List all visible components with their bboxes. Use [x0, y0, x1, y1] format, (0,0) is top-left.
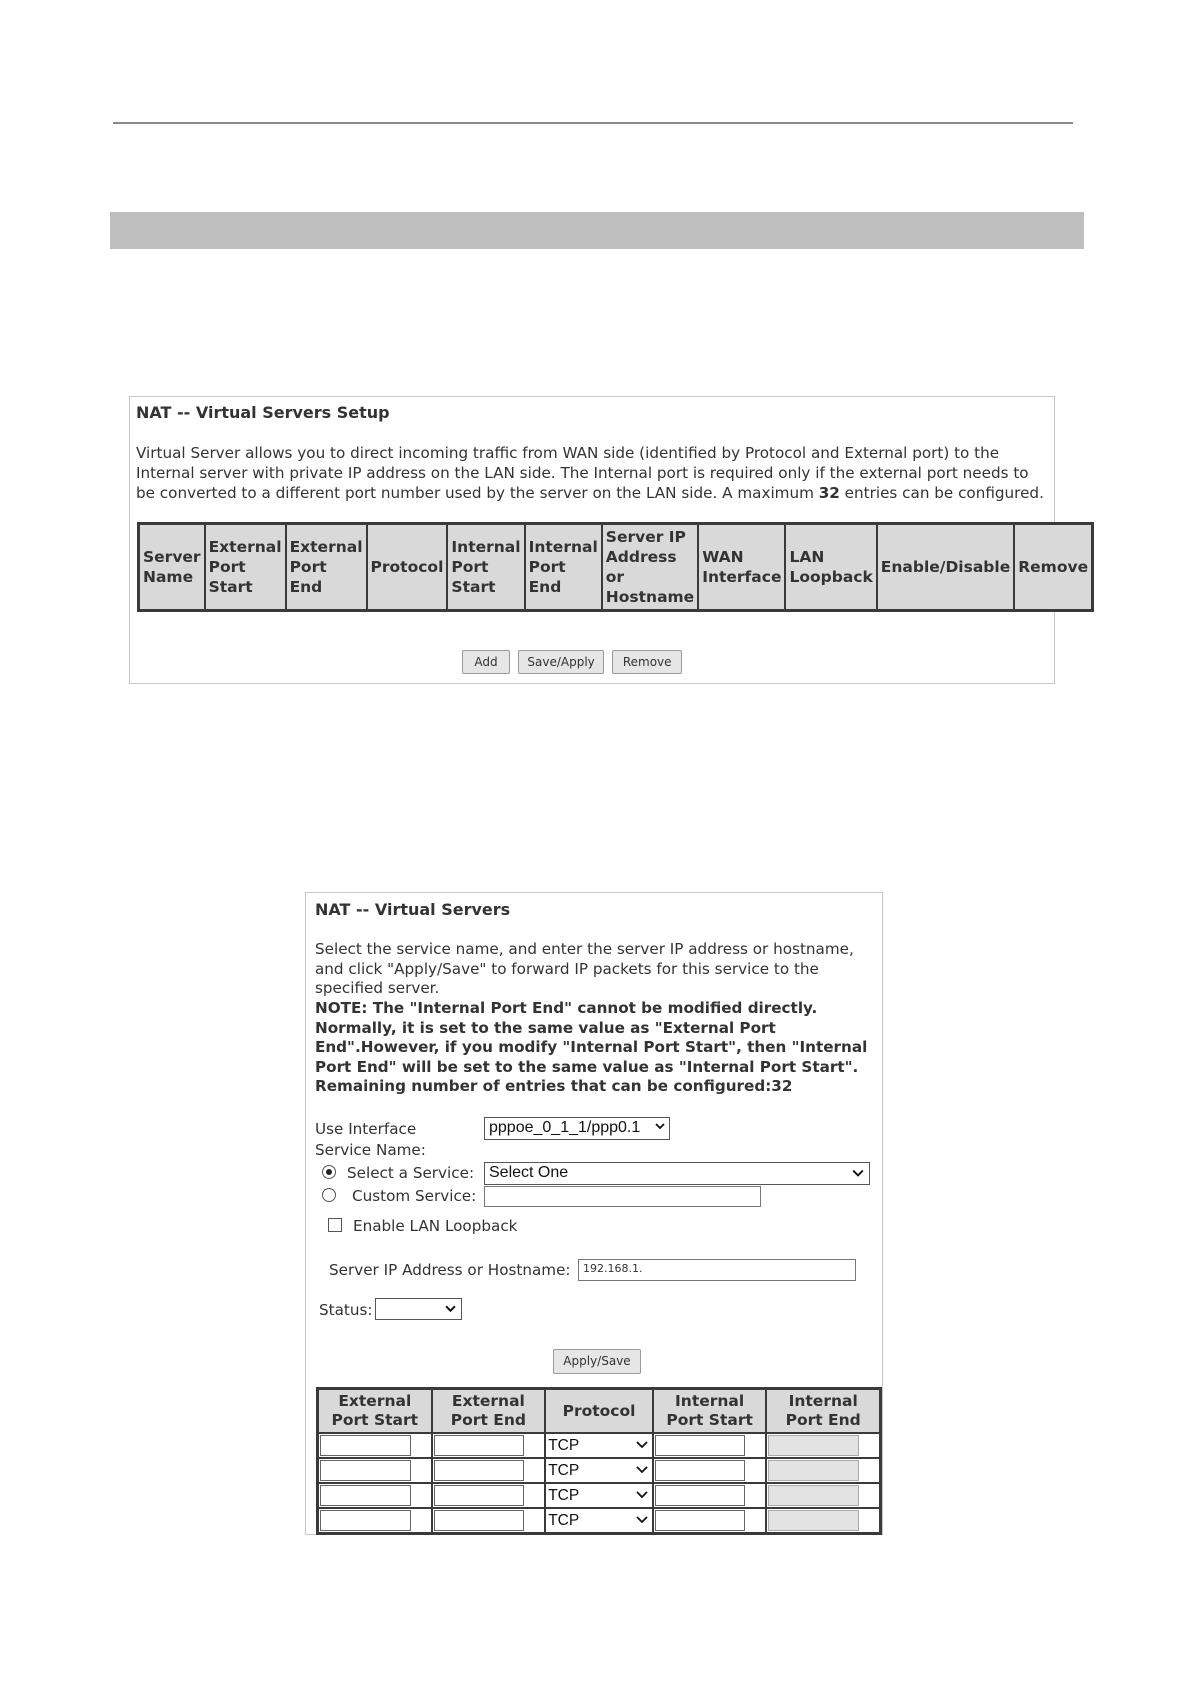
protocol-select[interactable] [548, 1460, 650, 1481]
table-row [318, 1508, 881, 1534]
chevron-down-icon [655, 1121, 665, 1131]
external-port-start-input[interactable] [320, 1510, 411, 1531]
internal-port-end-cell [766, 1508, 880, 1534]
external-port-end-input[interactable] [434, 1435, 525, 1456]
note-text: NOTE: The "Internal Port End" cannot be modified directly. Normally, it is set to the same value as "External Port End".However, if you modify "Internal Port Start", then "Internal Port End" will be set to the same value as "Internal Port Start". [315, 999, 868, 1076]
enable-lan-loopback-checkbox[interactable] [328, 1218, 342, 1232]
protocol-cell [545, 1508, 653, 1534]
virtual-servers-table [137, 522, 1094, 612]
chevron-down-icon [444, 1303, 457, 1314]
remove-button[interactable]: Remove [612, 650, 682, 674]
column-header: WAN Interface [698, 524, 785, 611]
external-port-end-cell [432, 1483, 546, 1508]
external-port-start-cell [318, 1433, 432, 1458]
protocol-cell [545, 1483, 653, 1508]
protocol-select[interactable] [548, 1435, 650, 1456]
server-ip-input[interactable] [578, 1259, 856, 1281]
virtual-servers-form-screenshot [305, 892, 883, 1535]
internal-port-end-input [768, 1485, 859, 1506]
status-label: Status: [319, 1301, 373, 1319]
save-apply-button[interactable]: Save/Apply [518, 650, 604, 674]
server-ip-label: Server IP Address or Hostname: [329, 1261, 571, 1279]
external-port-start-cell [318, 1458, 432, 1483]
protocol-select[interactable] [548, 1510, 650, 1531]
column-header: Server IP Address or Hostname [602, 524, 698, 611]
column-header: Internal Port End [766, 1389, 880, 1434]
table-row [318, 1433, 881, 1458]
page-title: NAT -- Virtual Servers Setup [136, 403, 390, 422]
external-port-end-input[interactable] [434, 1485, 525, 1506]
chevron-down-icon [636, 1440, 648, 1450]
external-port-end-input[interactable] [434, 1510, 525, 1531]
section-heading-bar [110, 212, 1084, 249]
external-port-end-input[interactable] [434, 1460, 525, 1481]
column-header: Internal Port End [525, 524, 602, 611]
external-port-start-input[interactable] [320, 1435, 411, 1456]
use-interface-select[interactable] [484, 1117, 670, 1140]
protocol-cell [545, 1458, 653, 1483]
internal-port-start-input[interactable] [655, 1435, 746, 1456]
internal-port-start-input[interactable] [655, 1460, 746, 1481]
protocol-value: TCP [548, 1437, 580, 1454]
form-description: Select the service name, and enter the server IP address or hostname, and click "Apply/Save" to forward IP packets for this service to the specified server. [315, 940, 854, 998]
form-title: NAT -- Virtual Servers [315, 900, 511, 919]
chevron-down-icon [636, 1465, 648, 1475]
service-name-label: Service Name: [315, 1141, 426, 1159]
column-header: External Port Start [205, 524, 286, 611]
column-header: Enable/Disable [877, 524, 1014, 611]
external-port-start-cell [318, 1483, 432, 1508]
external-port-end-cell [432, 1433, 546, 1458]
custom-service-label: Custom Service: [352, 1187, 477, 1205]
protocol-cell [545, 1433, 653, 1458]
external-port-end-cell [432, 1458, 546, 1483]
column-header: External Port End [286, 524, 367, 611]
status-select[interactable] [375, 1298, 462, 1320]
virtual-servers-setup-screenshot [129, 396, 1089, 684]
internal-port-start-cell [653, 1433, 767, 1458]
use-interface-label: Use Interface [315, 1120, 417, 1138]
column-header: LAN Loopback [785, 524, 876, 611]
remaining-entries: Remaining number of entries that can be configured:32 [315, 1077, 793, 1096]
description-text: Virtual Server allows you to direct incoming traffic from WAN side (identified by Protocol and External port) to the Internal server with private IP address on the LAN side. The Internal port is required only if the external port needs to be converted to a different port number used by the server on the LAN side. A maximum [136, 444, 1029, 502]
chevron-down-icon [636, 1490, 648, 1500]
column-header: Remove [1014, 524, 1092, 611]
protocol-value: TCP [548, 1462, 580, 1479]
internal-port-start-input[interactable] [655, 1485, 746, 1506]
button-row [462, 650, 682, 674]
table-header-row [139, 524, 1093, 611]
select-service-radio[interactable] [322, 1165, 336, 1179]
external-port-start-cell [318, 1508, 432, 1534]
column-header: Protocol [545, 1389, 653, 1434]
port-mapping-table [316, 1387, 882, 1535]
column-header: External Port End [432, 1389, 546, 1434]
internal-port-start-cell [653, 1458, 767, 1483]
table-row [318, 1483, 881, 1508]
select-service-dropdown[interactable] [484, 1162, 870, 1185]
custom-service-radio[interactable] [322, 1188, 336, 1202]
header-rule [113, 122, 1073, 124]
column-header: Protocol [367, 524, 448, 611]
external-port-end-cell [432, 1508, 546, 1534]
port-table-header [318, 1389, 881, 1434]
enable-lan-loopback-label: Enable LAN Loopback [353, 1217, 518, 1235]
column-header: External Port Start [318, 1389, 432, 1434]
internal-port-start-cell [653, 1508, 767, 1534]
custom-service-input[interactable] [484, 1186, 761, 1207]
apply-save-button[interactable]: Apply/Save [553, 1349, 641, 1374]
protocol-select[interactable] [548, 1485, 650, 1506]
form-note [315, 999, 870, 1097]
server-ip-value: 192.168.1. [583, 1262, 643, 1275]
column-header: Internal Port Start [653, 1389, 767, 1434]
internal-port-end-input [768, 1435, 859, 1456]
column-header: Internal Port Start [447, 524, 524, 611]
column-header: Server Name [139, 524, 205, 611]
description-text-end: entries can be configured. [839, 484, 1044, 502]
add-button[interactable]: Add [462, 650, 510, 674]
select-service-label: Select a Service: [347, 1164, 475, 1182]
table-row [318, 1458, 881, 1483]
external-port-start-input[interactable] [320, 1460, 411, 1481]
internal-port-end-cell [766, 1458, 880, 1483]
chevron-down-icon [851, 1167, 865, 1179]
protocol-value: TCP [548, 1512, 580, 1529]
select-service-value: Select One [489, 1164, 569, 1181]
internal-port-end-cell [766, 1433, 880, 1458]
internal-port-start-cell [653, 1483, 767, 1508]
internal-port-end-input [768, 1460, 859, 1481]
use-interface-value: pppoe_0_1_1/ppp0.1 [489, 1119, 641, 1136]
protocol-value: TCP [548, 1487, 580, 1504]
external-port-start-input[interactable] [320, 1485, 411, 1506]
internal-port-start-input[interactable] [655, 1510, 746, 1531]
internal-port-end-cell [766, 1483, 880, 1508]
internal-port-end-input [768, 1510, 859, 1531]
description [136, 443, 1046, 503]
chevron-down-icon [636, 1515, 648, 1525]
max-entries: 32 [818, 484, 840, 502]
